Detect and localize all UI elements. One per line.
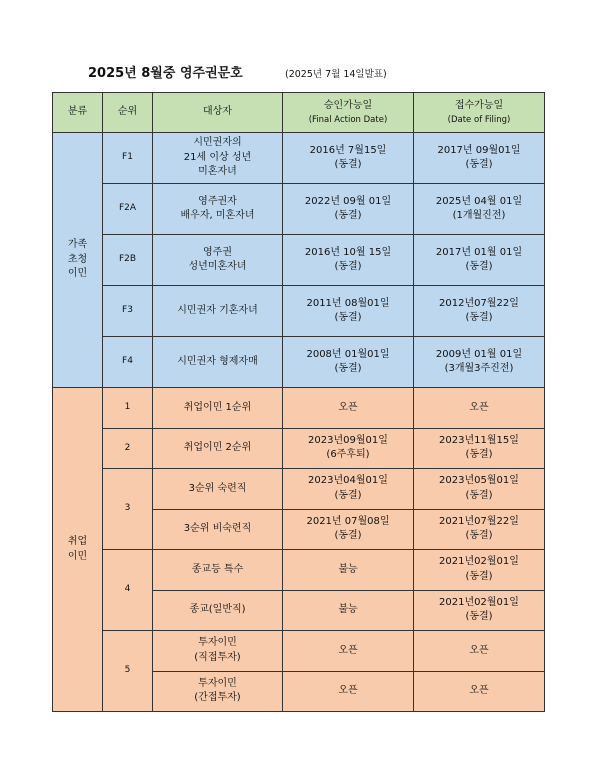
filing-cell: 오픈: [414, 671, 545, 712]
target-cell: 3순위 숙련직: [153, 469, 283, 510]
final-action-cell: 오픈: [283, 388, 414, 429]
page-title: 2025년 8월중 영주권문호: [88, 66, 243, 81]
final-action-cell: 불능: [283, 590, 414, 631]
table-row: [53, 235, 545, 286]
filing-cell: 2021년02월01일 (동결): [414, 590, 545, 631]
final-action-cell: 2016년 10월 15일 (동결): [283, 235, 414, 286]
rank-cell: F2A: [103, 184, 153, 235]
header-filing-ko: 접수가능일: [454, 100, 504, 112]
table-row: [53, 550, 545, 591]
visa-bulletin-table: [52, 92, 545, 712]
table-row: [53, 133, 545, 184]
header-final-action: [283, 93, 414, 133]
table-row: [53, 337, 545, 388]
header-row: [53, 93, 545, 133]
table-row: [53, 286, 545, 337]
filing-cell: 2021년02월01일 (동결): [414, 550, 545, 591]
filing-cell: 2021년07월22일 (동결): [414, 509, 545, 550]
target-cell: 취업이민 2순위: [153, 428, 283, 469]
rank-cell: 2: [103, 428, 153, 469]
table-row: [53, 631, 545, 672]
final-action-cell: 2023년04월01일 (동결): [283, 469, 414, 510]
final-action-cell: 2008년 01월01일 (동결): [283, 337, 414, 388]
target-cell: 취업이민 1순위: [153, 388, 283, 429]
rank-cell: 1: [103, 388, 153, 429]
header-target: 대상자: [153, 93, 283, 133]
target-cell: 영주권자 배우자, 미혼자녀: [153, 184, 283, 235]
table-row: [53, 388, 545, 429]
target-cell: 투자이민 (직접투자): [153, 631, 283, 672]
filing-cell: 2017년 01월 01일 (동결): [414, 235, 545, 286]
filing-cell: 2017년 09월01일 (동결): [414, 133, 545, 184]
final-action-cell: 오픈: [283, 631, 414, 672]
header-category: 분류: [53, 93, 103, 133]
target-cell: 시민권자 형제자매: [153, 337, 283, 388]
filing-cell: 2023년11월15일 (동결): [414, 428, 545, 469]
target-cell: 3순위 비숙련직: [153, 509, 283, 550]
rank-cell: 5: [103, 631, 153, 712]
filing-cell: 오픈: [414, 388, 545, 429]
filing-cell: 2009년 01월 01일 (3개월3주진전): [414, 337, 545, 388]
target-cell: 시민권자 기혼자녀: [153, 286, 283, 337]
header-rank: 순위: [103, 93, 153, 133]
final-action-cell: 오픈: [283, 671, 414, 712]
final-action-cell: 2022년 09월 01일 (동결): [283, 184, 414, 235]
rank-cell: F2B: [103, 235, 153, 286]
target-cell: 시민권자의 21세 이상 성년 미혼자녀: [153, 133, 283, 184]
rank-cell: 3: [103, 469, 153, 550]
target-cell: 종교등 특수: [153, 550, 283, 591]
rank-cell: F4: [103, 337, 153, 388]
target-cell: 투자이민 (간접투자): [153, 671, 283, 712]
filing-cell: 2025년 04월 01일 (1개월진전): [414, 184, 545, 235]
header-filing-en: (Date of Filing): [447, 114, 511, 125]
final-action-cell: 2011년 08월01일 (동결): [283, 286, 414, 337]
filing-cell: 2012년07월22일 (동결): [414, 286, 545, 337]
final-action-cell: 2023년09월01일 (6주후퇴): [283, 428, 414, 469]
announcement-date: (2025년 7월 14일발표): [285, 69, 387, 80]
header-final-action-ko: 승인가능일: [323, 100, 373, 112]
table-row: [53, 469, 545, 510]
final-action-cell: 불능: [283, 550, 414, 591]
table-row: [53, 184, 545, 235]
rank-cell: F1: [103, 133, 153, 184]
category-cell-employment: 취업 이민: [53, 388, 103, 712]
table-row: [53, 428, 545, 469]
category-cell-family: 가족 초청 이민: [53, 133, 103, 388]
table-body: [53, 133, 545, 712]
target-cell: 영주권 성년미혼자녀: [153, 235, 283, 286]
final-action-cell: 2016년 7월15일 (동결): [283, 133, 414, 184]
filing-cell: 2023년05월01일 (동결): [414, 469, 545, 510]
rank-cell: F3: [103, 286, 153, 337]
target-cell: 종교(일반직): [153, 590, 283, 631]
header-filing: [414, 93, 545, 133]
final-action-cell: 2021년 07월08일 (동결): [283, 509, 414, 550]
filing-cell: 오픈: [414, 631, 545, 672]
header-final-action-en: (Final Action Date): [308, 114, 388, 125]
rank-cell: 4: [103, 550, 153, 631]
